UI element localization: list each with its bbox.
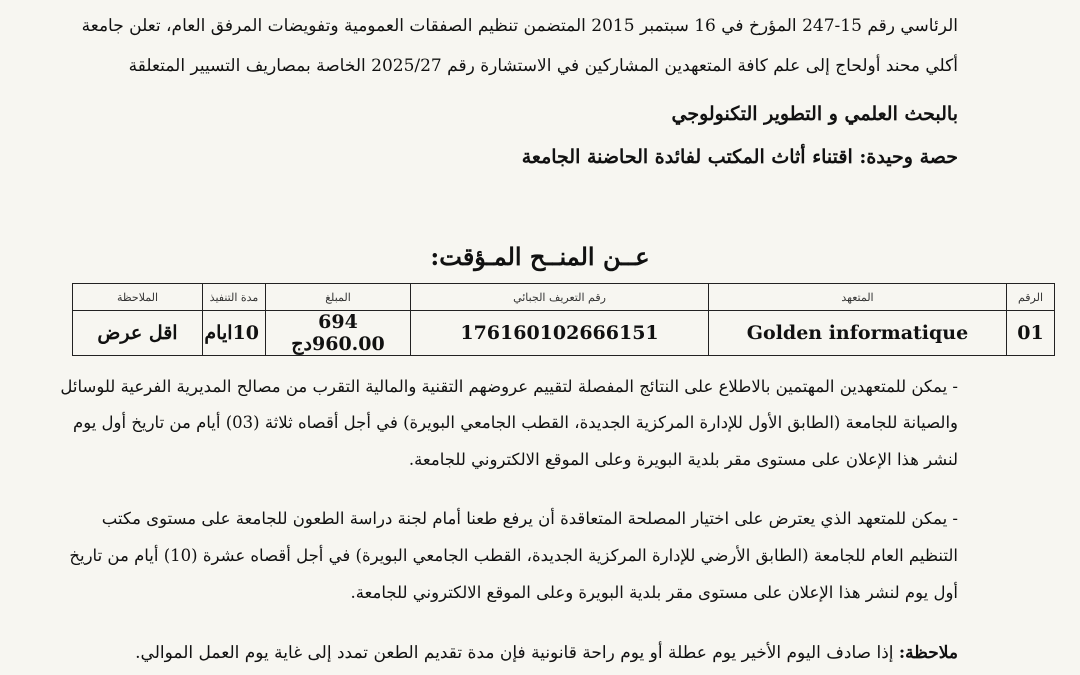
para2-line-2: التنظيم العام للجامعة (الطابق الأرضي للإدارة المركزية الجديدة، القطب الجامعي البويرة) في أجل أقصاه عشرة (10) أيام من تاريخ: [69, 546, 958, 565]
intro-line-1: الرئاسي رقم 15-247 المؤرخ في 16 سبتمبر 2015 المتضمن تنظيم الصفقات العمومية وتفويضات المرفق العام، تعلن جامعة: [81, 16, 958, 36]
para1-line-1: - يمكن للمتعهدين المهتمين بالاطلاع على النتائج المفصلة لتقييم عروضهم التقنية والمالية التقرب من مصالح المديرية الفرعية للوسائل: [60, 377, 958, 396]
table-row: [73, 311, 1055, 356]
para1-line-2: والصيانة للجامعة (الطابق الأول للإدارة المركزية الجديدة، القطب الجامعي البويرة) في أجل أقصاه ثلاثة (03) أيام من تاريخ أول يوم: [72, 413, 958, 432]
note-text: إذا صادف اليوم الأخير يوم عطلة أو يوم راحة قانونية فإن مدة تقديم الطعن تمدد إلى غاية يوم العمل الموالي.: [135, 643, 899, 663]
header-bidder: المتعهد: [709, 284, 1007, 311]
para2-line-3: أول يوم لنشر هذا الإعلان على مستوى مقر بلدية البويرة وعلى الموقع الالكتروني للجامعة.: [350, 583, 958, 602]
cell-remark: اقل عرض: [73, 311, 203, 356]
cell-bidder: Golden informatique: [709, 311, 1007, 356]
cell-tax-id: 176160102666151: [411, 311, 709, 356]
table-header-row: [73, 284, 1055, 311]
intro-line-2: أكلي محند أولحاج إلى علم كافة المتعهدين المشاركين في الاستشارة رقم 2025/27 الخاصة بمصاريف التسيير المتعلقة: [128, 56, 958, 76]
lot-title: حصة وحيدة: اقتناء أثاث المكتب لفائدة الحاضنة الجامعة: [521, 146, 958, 168]
section-heading: عــن المنــح المـؤقت:: [430, 242, 650, 271]
header-amount: المبلغ: [266, 284, 411, 311]
header-number: الرقم: [1007, 284, 1055, 311]
para1-line-3: لنشر هذا الإعلان على مستوى مقر بلدية البويرة وعلى الموقع الالكتروني للجامعة.: [408, 450, 958, 469]
header-remark: الملاحظة: [73, 284, 203, 311]
para2-line-1: - يمكن للمتعهد الذي يعترض على اختيار المصلحة المتعاقدة أن يرفع طعنا أمام لجنة دراسة الطعون للجامعة على مستوى مكتب: [101, 509, 958, 528]
cell-amount: 694 960.00دج: [266, 311, 411, 356]
award-table: [72, 283, 1055, 356]
note: [135, 643, 958, 663]
cell-duration: 10ايام: [203, 311, 266, 356]
header-tax-id: رقم التعريف الجبائي: [411, 284, 709, 311]
intro-line-3: بالبحث العلمي و التطوير التكنولوجي: [671, 103, 958, 125]
note-label: ملاحظة:: [898, 643, 958, 663]
header-duration: مدة التنفيذ: [203, 284, 266, 311]
cell-number: 01: [1007, 311, 1055, 356]
